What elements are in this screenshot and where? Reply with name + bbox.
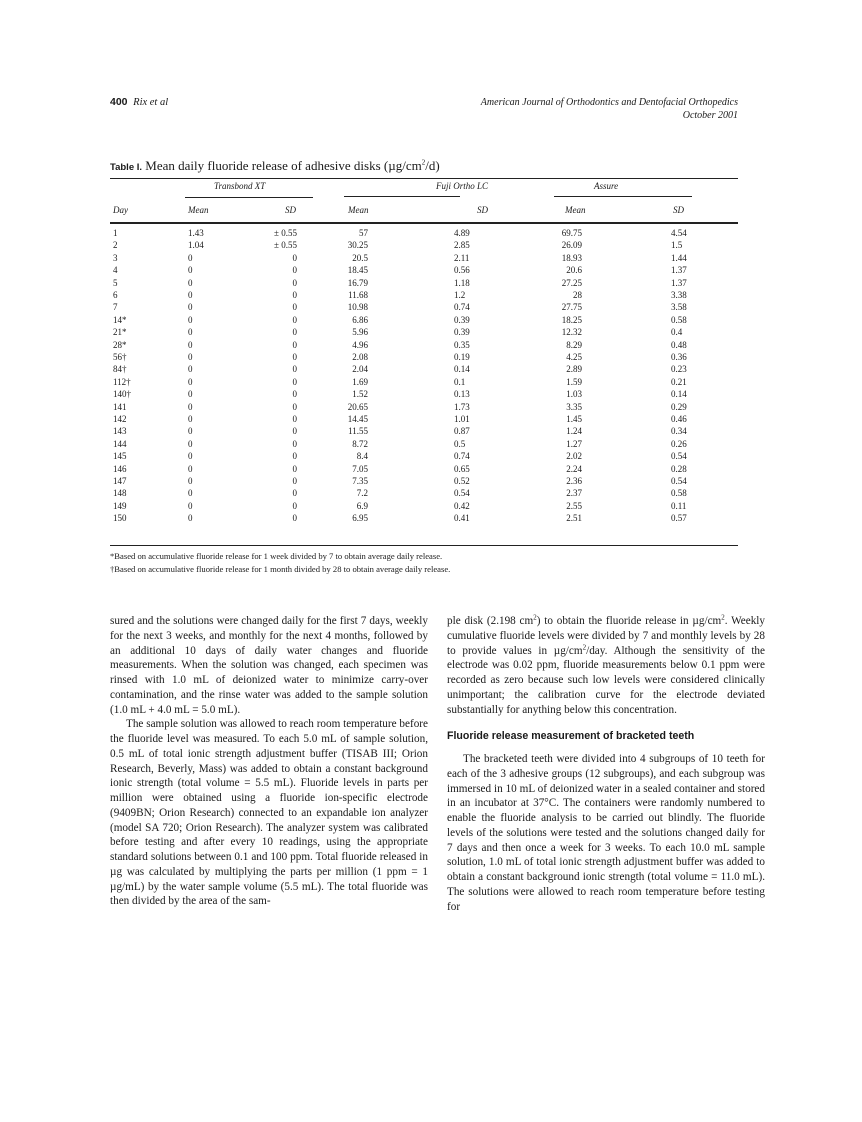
- cell-day: 112†: [113, 376, 131, 387]
- col-header-mean: Mean: [348, 205, 369, 215]
- group-header-fuji: Fuji Ortho LC: [436, 181, 489, 191]
- running-header-right: [481, 96, 738, 122]
- cell-transbond-mean: 0: [188, 426, 193, 437]
- cell-transbond-sd: 0: [292, 352, 297, 362]
- cell-transbond-sd: 0: [292, 339, 297, 350]
- cell-day: 145: [113, 451, 127, 462]
- cell-day: 6: [113, 290, 118, 300]
- cell-transbond-sd: 0: [292, 277, 297, 288]
- cell-fuji-sd: 1.73: [454, 401, 470, 412]
- cell-transbond-sd: ± 0.55: [274, 240, 297, 251]
- cell-assure-mean: 2.24: [566, 463, 582, 474]
- cell-assure-sd: 0.4: [671, 327, 683, 338]
- cell-fuji-sd: 0.52: [454, 476, 470, 486]
- cell-transbond-mean: 0: [188, 302, 193, 313]
- cell-day: 148: [113, 488, 127, 499]
- cell-day: 14*: [113, 314, 127, 325]
- cell-assure-sd: 0.23: [671, 364, 687, 375]
- group-rule-transbond: [185, 197, 313, 198]
- cell-transbond-sd: 0: [292, 488, 297, 499]
- cell-assure-mean: 2.36: [566, 476, 582, 486]
- cell-day: 4: [113, 265, 118, 276]
- cell-transbond-mean: 0: [188, 414, 193, 424]
- cell-assure-mean: 3.35: [566, 401, 582, 412]
- body-column-left: [110, 614, 428, 909]
- cell-transbond-mean: 0: [188, 451, 193, 462]
- cell-day: 28*: [113, 339, 127, 350]
- cell-assure-sd: 0.58: [671, 314, 687, 325]
- cell-fuji-sd: 0.35: [454, 339, 470, 350]
- table-top-rule: [110, 178, 738, 179]
- cell-fuji-mean: 14.45: [347, 414, 368, 424]
- cell-day: 2: [113, 240, 118, 251]
- cell-fuji-mean: 2.08: [352, 352, 368, 362]
- cell-fuji-mean: 7.2: [356, 488, 368, 499]
- paragraph: sured and the solutions were changed daily for the first 7 days, weekly for the next 3 weeks, and monthly for the next 4 months, followed by an additional 10 days of daily water changes and fluoride measurements. When the solution was changed, each specimen was rinsed with 1.0 mL of deionized water to minimize carry-over contamination, and the rinse water was added to the sample solution (1.0 mL + 4.0 mL = 5.0 mL).: [110, 615, 428, 716]
- cell-transbond-sd: 0: [292, 252, 297, 263]
- cell-fuji-mean: 6.9: [356, 500, 368, 511]
- group-rule-fuji: [344, 196, 460, 197]
- cell-assure-sd: 0.29: [671, 401, 687, 412]
- cell-transbond-sd: 0: [292, 401, 297, 412]
- cell-assure-mean: 2.51: [566, 513, 582, 524]
- cell-assure-mean: 12.32: [561, 327, 582, 338]
- cell-assure-sd: 3.58: [671, 302, 687, 313]
- cell-transbond-mean: 0: [188, 463, 193, 474]
- cell-transbond-mean: 0: [188, 252, 193, 263]
- cell-fuji-sd: 1.18: [454, 277, 470, 288]
- cell-fuji-mean: 20.65: [347, 401, 368, 412]
- cell-day: 146: [113, 463, 127, 474]
- cell-transbond-mean: 0: [188, 401, 193, 412]
- cell-fuji-sd: 0.13: [454, 389, 470, 400]
- col-header-day: Day: [113, 205, 128, 215]
- cell-fuji-sd: 0.14: [454, 364, 470, 375]
- cell-assure-mean: 8.29: [566, 339, 582, 350]
- cell-fuji-mean: 2.04: [352, 364, 368, 375]
- table-title: Mean daily fluoride release of adhesive disks $(\mu g/cm^2/d)$: [145, 158, 440, 173]
- cell-assure-sd: 0.21: [671, 376, 687, 387]
- cell-day: 5: [113, 277, 118, 288]
- group-rule-assure: [554, 196, 692, 197]
- cell-fuji-mean: 1.52: [352, 389, 368, 400]
- cell-fuji-sd: 2.85: [454, 240, 470, 251]
- group-header-transbond: Transbond XT: [214, 181, 266, 191]
- cell-assure-sd: 1.37: [671, 277, 687, 288]
- cell-transbond-mean: 0: [188, 364, 193, 375]
- cell-day: 147: [113, 476, 127, 486]
- running-header-left: [110, 96, 168, 108]
- cell-fuji-sd: 1.2: [454, 290, 466, 300]
- cell-transbond-mean: 0: [188, 438, 193, 449]
- paragraph: The bracketed teeth were divided into 4 subgroups of 10 teeth for each of the 3 adhesive groups (12 subgroups), and each subgroup was immersed in 10 mL of deionized water in a sealed container and stored in an incubator at 37°C. The containers were randomly numbered to enable the fluoride analysis to be carried out blindly. The fluoride levels of the solutions were tested and the solutions changed daily for 7 days and then once a week for 3 weeks. To each 10.0 mL sample solution, 1.0 mL of total ionic strength adjustment buffer was added to obtain a constant background ionic strength (total volume = 11.0 mL). The solutions were allowed to reach room temperature before testing for: [447, 753, 765, 913]
- cell-fuji-mean: 57: [359, 228, 368, 238]
- cell-assure-sd: 0.26: [671, 438, 687, 449]
- cell-assure-mean: 27.25: [561, 277, 582, 288]
- cell-transbond-mean: 0: [188, 339, 193, 350]
- cell-fuji-sd: 0.41: [454, 513, 470, 524]
- cell-assure-mean: 2.02: [566, 451, 582, 462]
- issue-date: October 2001: [682, 110, 738, 121]
- col-header-mean: Mean: [565, 205, 586, 215]
- table-label: Table I.: [110, 162, 143, 173]
- cell-assure-mean: 1.24: [566, 426, 582, 437]
- cell-assure-sd: 0.57: [671, 513, 687, 524]
- cell-fuji-sd: 0.56: [454, 265, 470, 276]
- cell-transbond-mean: 0: [188, 352, 193, 362]
- cell-assure-sd: 0.54: [671, 451, 687, 462]
- cell-assure-sd: 0.48: [671, 339, 687, 350]
- cell-transbond-mean: 0: [188, 513, 193, 524]
- cell-fuji-sd: 0.87: [454, 426, 470, 437]
- cell-fuji-mean: 8.72: [352, 438, 368, 449]
- cell-day: 7: [113, 302, 118, 313]
- cell-transbond-sd: 0: [292, 500, 297, 511]
- cell-fuji-sd: 0.65: [454, 463, 470, 474]
- cell-assure-sd: 0.46: [671, 414, 687, 424]
- cell-day: 21*: [113, 327, 127, 338]
- cell-transbond-sd: 0: [292, 314, 297, 325]
- cell-assure-sd: 3.38: [671, 290, 687, 300]
- running-authors: Rix et al: [133, 97, 169, 108]
- cell-fuji-mean: 4.96: [352, 339, 368, 350]
- cell-assure-mean: 2.89: [566, 364, 582, 375]
- cell-assure-sd: 1.5: [671, 240, 683, 251]
- cell-day: 144: [113, 438, 127, 449]
- cell-assure-sd: 1.37: [671, 265, 687, 276]
- cell-transbond-sd: 0: [292, 376, 297, 387]
- cell-day: 56†: [113, 352, 127, 362]
- cell-fuji-sd: 0.74: [454, 451, 470, 462]
- cell-fuji-mean: 30.25: [347, 240, 368, 251]
- cell-assure-sd: 0.34: [671, 426, 687, 437]
- cell-assure-mean: 2.55: [566, 500, 582, 511]
- cell-transbond-mean: 0: [188, 500, 193, 511]
- cell-fuji-sd: 0.39: [454, 327, 470, 338]
- col-header-sd: SD: [673, 205, 684, 215]
- cell-transbond-sd: 0: [292, 451, 297, 462]
- cell-transbond-sd: 0: [292, 265, 297, 276]
- cell-transbond-mean: 0: [188, 376, 193, 387]
- cell-fuji-mean: 6.86: [352, 314, 368, 325]
- cell-assure-sd: 0.58: [671, 488, 687, 499]
- journal-name: American Journal of Orthodontics and Dentofacial Orthopedics: [480, 97, 738, 108]
- cell-transbond-mean: 0: [188, 389, 193, 400]
- cell-day: 149: [113, 500, 127, 511]
- cell-assure-sd: 0.11: [671, 500, 687, 511]
- footnote-monthly: †Based on accumulative fluoride release for 1 month divided by 28 to obtain average daily release.: [110, 564, 451, 574]
- cell-assure-sd: 0.36: [671, 352, 687, 362]
- paragraph: The sample solution was allowed to reach room temperature before the fluoride level was measured. To each 5.0 mL of sample solution, 0.5 mL of total ionic strength adjustment buffer (TISAB III; Orion Research, Beverly, Mass) was added to obtain a constant background ionic strength (total volume = 5.5 mL). Fluoride levels in parts per million were obtained using a fluoride ion-specific electrode (9409BN; Orion Research) connected to an expandable ion analyzer (model SA 720; Orion Research). The analyzer system was calibrated before testing and after every 10 readings, using the appropriate standard solutions between 0.1 and 100 ppm. Total fluoride released in µg was calculated by multiplying the parts per million (1 ppm = 1 µg/mL) by the water sample volume (5.5 mL). The total fluoride was then divided by the area of the sam-: [110, 718, 428, 908]
- col-header-sd: SD: [477, 205, 488, 215]
- cell-fuji-mean: 5.96: [352, 327, 368, 338]
- cell-day: 84†: [113, 364, 127, 375]
- cell-transbond-sd: 0: [292, 438, 297, 449]
- cell-transbond-mean: 0: [188, 265, 193, 276]
- page-number: 400: [110, 96, 128, 108]
- cell-transbond-mean: 0: [188, 277, 193, 288]
- cell-transbond-mean: 0: [188, 290, 193, 300]
- cell-assure-mean: 1.03: [566, 389, 582, 400]
- cell-day: 140†: [113, 389, 131, 400]
- cell-fuji-sd: 0.54: [454, 488, 470, 499]
- cell-transbond-mean: 0: [188, 476, 193, 486]
- paragraph: ple disk (2.198 $cm^2$) to obtain the fluoride release in $\mu g/cm^2$. Weekly cumulative fluoride levels were divided by 7 and monthly levels by 28 to provide values in $\mu g/cm^2$/day. Although the sensitivity of the electrode was 0.02 ppm, fluoride measurements below 0.1 ppm were recorded as zero because such low levels were considered clinically unimportant; the calibration curve for the electrode deviated substantially for anything below this concentration.: [447, 613, 765, 716]
- cell-assure-mean: 69.75: [561, 228, 582, 238]
- group-header-assure: Assure: [594, 181, 619, 191]
- cell-transbond-mean: 1.04: [188, 240, 204, 251]
- cell-fuji-mean: 11.55: [348, 426, 368, 437]
- cell-fuji-mean: 7.05: [352, 463, 368, 474]
- cell-day: 1: [113, 228, 118, 238]
- cell-fuji-sd: 0.19: [454, 352, 470, 362]
- cell-fuji-mean: 8.4: [356, 451, 368, 462]
- cell-fuji-mean: 11.68: [348, 290, 368, 300]
- cell-fuji-sd: 0.39: [454, 314, 470, 325]
- cell-assure-mean: 20.6: [566, 265, 582, 276]
- cell-transbond-mean: 0: [188, 488, 193, 499]
- cell-fuji-sd: 0.1: [454, 376, 466, 387]
- cell-transbond-sd: 0: [292, 426, 297, 437]
- cell-assure-mean: 1.27: [566, 438, 582, 449]
- cell-fuji-sd: 0.42: [454, 500, 470, 511]
- cell-transbond-mean: 0: [188, 327, 193, 338]
- body-column-right: [447, 614, 765, 914]
- col-header-sd: SD: [285, 205, 296, 215]
- cell-fuji-mean: 18.45: [347, 265, 368, 276]
- col-header-mean: Mean: [188, 205, 209, 215]
- cell-transbond-sd: 0: [292, 364, 297, 375]
- cell-transbond-sd: 0: [292, 302, 297, 313]
- cell-fuji-mean: 6.95: [352, 513, 368, 524]
- cell-fuji-mean: 1.69: [352, 376, 368, 387]
- cell-transbond-sd: 0: [292, 389, 297, 400]
- cell-day: 141: [113, 401, 127, 412]
- cell-transbond-sd: 0: [292, 414, 297, 424]
- cell-day: 150: [113, 513, 127, 524]
- cell-assure-sd: 4.54: [671, 228, 687, 238]
- cell-transbond-mean: 0: [188, 314, 193, 325]
- cell-transbond-sd: 0: [292, 476, 297, 486]
- cell-transbond-sd: 0: [292, 463, 297, 474]
- table-caption: [110, 158, 440, 174]
- cell-assure-mean: 27.75: [561, 302, 582, 313]
- cell-assure-mean: 4.25: [566, 352, 582, 362]
- footnote-weekly: *Based on accumulative fluoride release for 1 week divided by 7 to obtain average daily release.: [110, 551, 443, 561]
- cell-fuji-sd: 2.11: [454, 252, 470, 263]
- cell-transbond-sd: ± 0.55: [274, 228, 297, 238]
- cell-fuji-sd: 1.01: [454, 414, 470, 424]
- cell-assure-mean: 26.09: [561, 240, 582, 251]
- cell-assure-mean: 18.93: [561, 252, 582, 263]
- cell-assure-mean: 18.25: [561, 314, 582, 325]
- section-heading: Fluoride release measurement of bracketed teeth: [447, 730, 695, 743]
- table-header-rule: [110, 222, 738, 224]
- cell-fuji-mean: 7.35: [352, 476, 368, 486]
- cell-transbond-sd: 0: [292, 290, 297, 300]
- cell-assure-mean: 2.37: [566, 488, 582, 499]
- cell-day: 142: [113, 414, 127, 424]
- cell-assure-mean: 1.45: [566, 414, 582, 424]
- cell-day: 143: [113, 426, 127, 437]
- cell-fuji-sd: 0.5: [454, 438, 466, 449]
- cell-fuji-mean: 10.98: [347, 302, 368, 313]
- cell-assure-sd: 1.44: [671, 252, 687, 263]
- cell-fuji-sd: 4.89: [454, 228, 470, 238]
- cell-assure-sd: 0.14: [671, 389, 687, 400]
- cell-assure-sd: 0.28: [671, 463, 687, 474]
- cell-transbond-sd: 0: [292, 513, 297, 524]
- cell-fuji-mean: 16.79: [347, 277, 368, 288]
- cell-transbond-sd: 0: [292, 327, 297, 338]
- cell-transbond-mean: 1.43: [188, 228, 204, 238]
- table-bottom-rule: [110, 545, 738, 546]
- cell-fuji-sd: 0.74: [454, 302, 470, 313]
- cell-fuji-mean: 20.5: [352, 252, 368, 263]
- cell-assure-mean: 28: [573, 290, 582, 300]
- cell-day: 3: [113, 252, 118, 263]
- cell-assure-mean: 1.59: [566, 376, 582, 387]
- cell-assure-sd: 0.54: [671, 476, 687, 486]
